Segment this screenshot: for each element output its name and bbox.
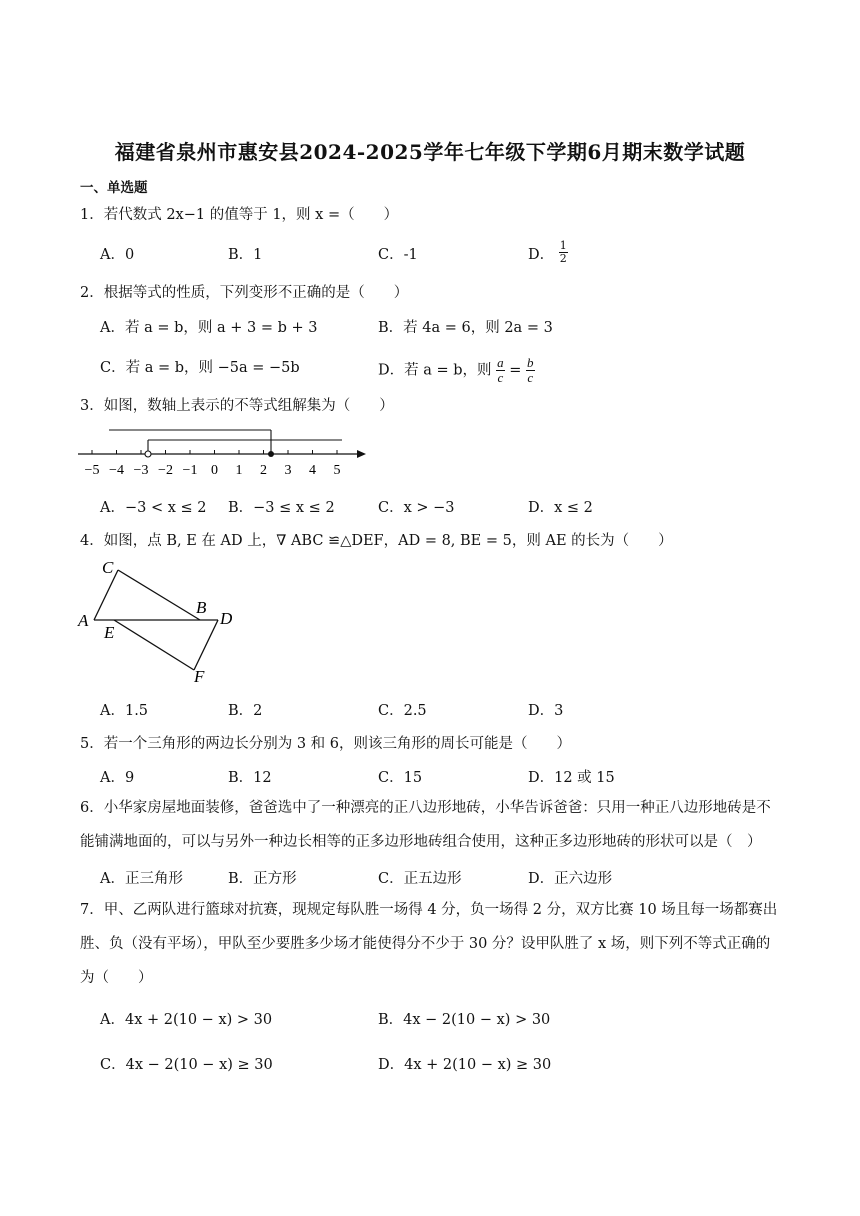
q1-option-d xyxy=(528,238,568,265)
axis-tick-label: 2 xyxy=(260,463,267,478)
q2-option-a: A．若 a = b，则 a + 3 = b + 3 xyxy=(100,320,318,336)
q1-fraction xyxy=(559,240,568,265)
label-b: B xyxy=(196,598,207,617)
segment-ac xyxy=(94,570,118,620)
q3-option-a: A．−3 < x ≤ 2 xyxy=(100,500,207,516)
equals-sign: = xyxy=(509,362,522,379)
fraction-denominator: c xyxy=(527,370,534,385)
q4-option-c: C．2.5 xyxy=(378,703,427,719)
q5-option-d: D．12 或 15 xyxy=(528,770,615,786)
axis-tick-label: 1 xyxy=(235,463,243,478)
q1-option-a: A．0 xyxy=(100,247,135,263)
q4-option-d: D．3 xyxy=(528,703,564,719)
question-5-stem: 5．若一个三角形的两边长分别为 3 和 6，则该三角形的周长可能是（ ） xyxy=(80,736,572,752)
axis-tick-label: −2 xyxy=(158,463,173,478)
axis-tick-label: −1 xyxy=(182,463,198,478)
axis-tick-labels xyxy=(85,463,341,478)
number-line-figure xyxy=(78,424,370,480)
question-3-stem: 3．如图，数轴上表示的不等式组解集为（ ） xyxy=(80,398,394,414)
label-e: E xyxy=(104,623,115,642)
q2-option-c: C．若 a = b，则 −5a = −5b xyxy=(100,360,300,376)
label-d: D xyxy=(220,609,233,628)
q5-option-a: A．9 xyxy=(100,770,135,786)
q4-option-b: B．2 xyxy=(228,703,263,719)
triangles-figure xyxy=(74,558,254,686)
q6-option-d: D．正六边形 xyxy=(528,871,613,887)
q6-option-b: B．正方形 xyxy=(228,871,297,887)
axis-tick-label: −3 xyxy=(133,463,149,478)
q6-option-c: C．正五边形 xyxy=(378,871,462,887)
label-f: F xyxy=(194,667,205,686)
fraction-numerator: 1 xyxy=(559,238,567,252)
fraction-numerator: a xyxy=(497,355,504,370)
q1-option-b: B．1 xyxy=(228,247,263,263)
axis-ticks xyxy=(92,450,337,454)
axis-tick-label: 4 xyxy=(309,463,316,478)
label-c: C xyxy=(102,558,114,577)
axis-tick-label: 0 xyxy=(211,463,218,478)
q3-option-c: C．x > −3 xyxy=(378,500,455,516)
section-heading: 一、单选题 xyxy=(80,180,148,196)
question-7-stem: 7．甲、乙两队进行篮球对抗赛，现规定每队胜一场得 4 分，负一场得 2 分，双方比赛 10 场且每一场都赛出胜、负（没有平场），甲队至少要胜多少场才能使得分不少于 30 分？设甲队胜了 x 场，则下列不等式正确的为（ ） xyxy=(80,902,778,986)
axis-tick-label: 5 xyxy=(333,463,341,478)
segment-ef xyxy=(114,620,194,670)
question-6-stem: 6．小华家房屋地面装修，爸爸选中了一种漂亮的正八边形地砖，小华告诉爸爸：只用一种正八边形地砖是不能铺满地面的，可以与另外一种边长相等的正多边形地砖组合使用，这种正多边形地砖的形状可以是（ ） xyxy=(80,800,771,850)
fraction-denominator: c xyxy=(497,370,504,385)
q4-option-a: A．1.5 xyxy=(100,703,149,719)
arrow-head xyxy=(357,450,366,458)
page-title: 福建省泉州市惠安县2024-2025学年七年级下学期6月期末数学试题 xyxy=(114,140,746,164)
q2-fraction-right xyxy=(526,356,535,385)
q1-option-d-label: D． xyxy=(528,247,555,263)
axis-tick-label: −4 xyxy=(109,463,124,478)
q5-option-b: B．12 xyxy=(228,770,272,786)
axis-tick-label: −5 xyxy=(84,463,100,478)
fraction-denominator: 2 xyxy=(559,251,567,265)
question-1-stem: 1．若代数式 2x−1 的值等于 1，则 x =（ ） xyxy=(80,207,399,223)
q7-option-b: B．4x − 2(10 − x) > 30 xyxy=(378,1012,551,1028)
fraction-numerator: b xyxy=(527,355,534,370)
q1-option-c: C．-1 xyxy=(378,247,418,263)
label-a: A xyxy=(78,611,89,630)
segment-cb xyxy=(118,570,200,620)
q3-option-b: B．−3 ≤ x ≤ 2 xyxy=(228,500,335,516)
question-4-stem: 4．如图，点 B, E 在 AD 上，∇ ABC ≌△DEF，AD = 8, BE = 5，则 AE 的长为（ ） xyxy=(80,533,673,549)
question-2-stem: 2．根据等式的性质，下列变形不正确的是（ ） xyxy=(80,285,409,301)
q3-option-d: D．x ≤ 2 xyxy=(528,500,593,516)
q2-fraction-left xyxy=(496,356,505,385)
axis-tick-label: 3 xyxy=(284,463,292,478)
q7-option-a: A．4x + 2(10 − x) > 30 xyxy=(100,1012,273,1028)
q2-option-d-label: D．若 a = b，则 xyxy=(378,362,492,379)
q7-option-d: D．4x + 2(10 − x) ≥ 30 xyxy=(378,1057,552,1073)
q6-option-a: A．正三角形 xyxy=(100,871,183,887)
q2-option-b: B．若 4a = 6，则 2a = 3 xyxy=(378,320,553,336)
segment-fd xyxy=(194,620,218,670)
q5-option-c: C．15 xyxy=(378,770,423,786)
solid-dot-2 xyxy=(268,451,274,457)
q2-option-d xyxy=(378,356,535,385)
q7-option-c: C．4x − 2(10 − x) ≥ 30 xyxy=(100,1057,273,1073)
open-circle-neg3 xyxy=(145,451,151,457)
